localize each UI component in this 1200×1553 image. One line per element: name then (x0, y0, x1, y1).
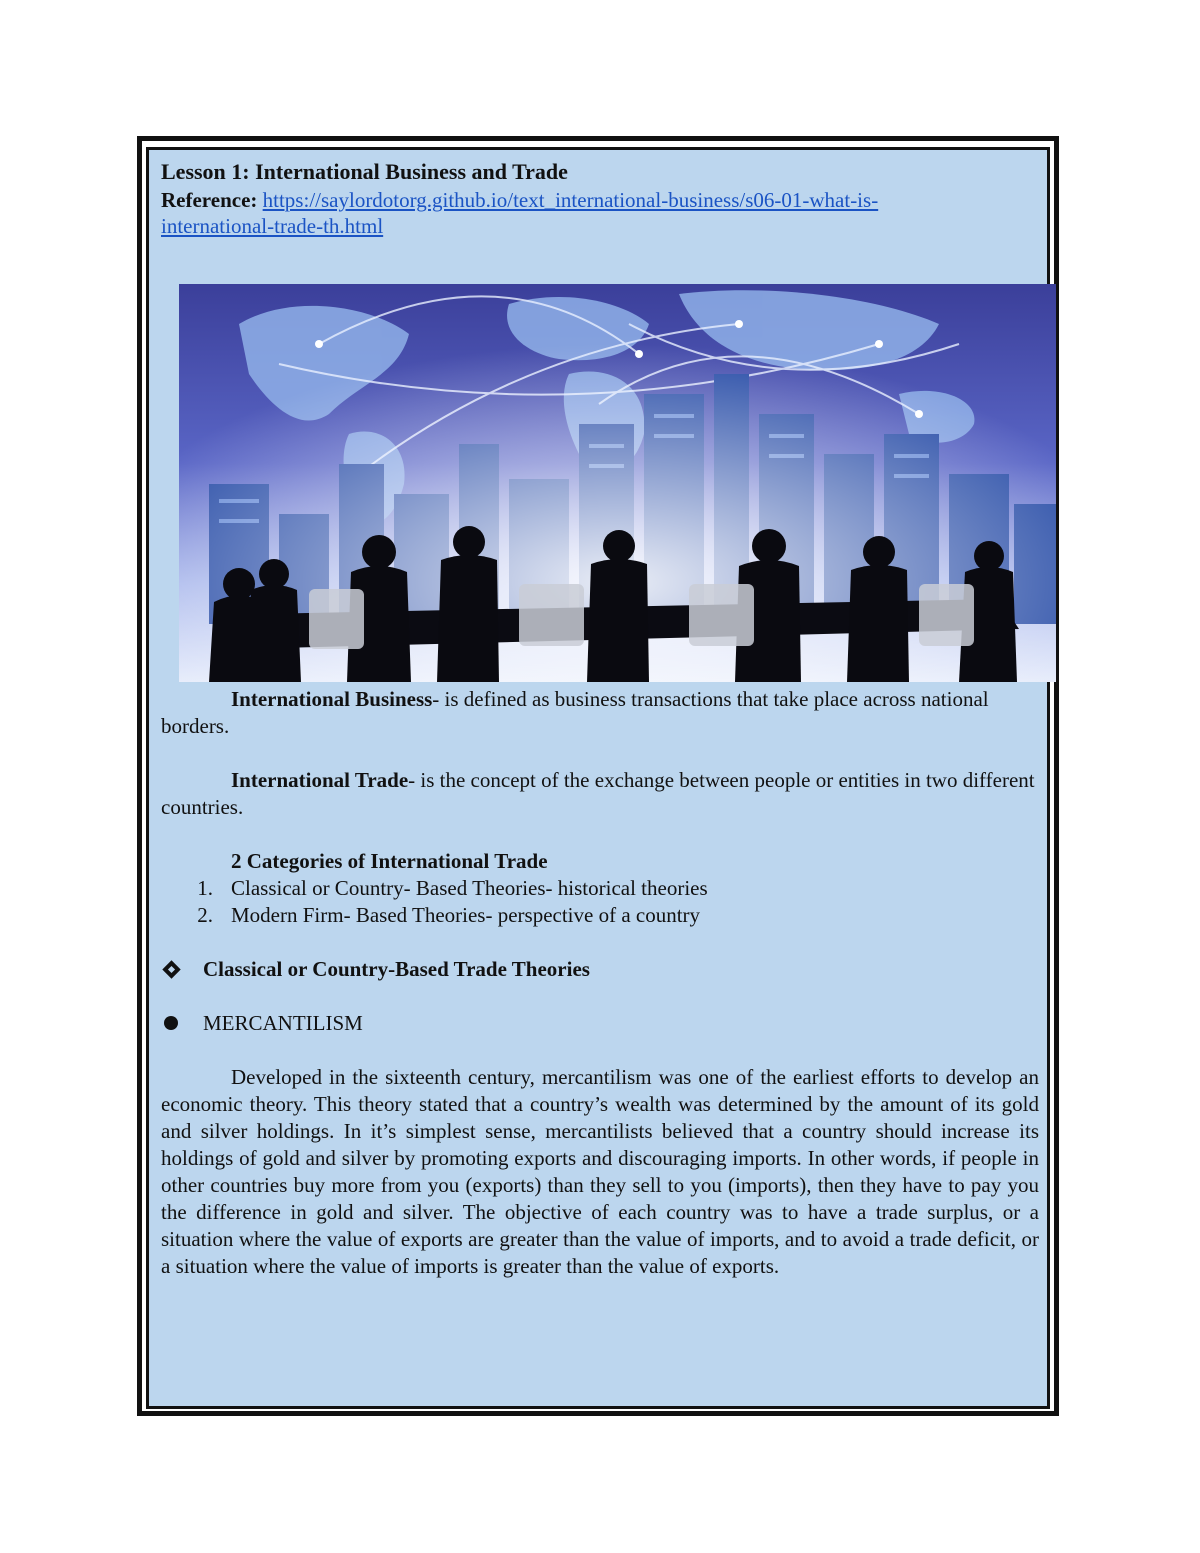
lesson-title: Lesson 1: International Business and Trade (161, 159, 568, 184)
reference-label: Reference: (161, 188, 258, 212)
list-item: 2. Modern Firm- Based Theories- perspective of a country (197, 903, 701, 927)
reference-link[interactable]: https://saylordotorg.github.io/text_international-business/s06-01-what-is- international-trade-th.html (161, 188, 879, 238)
section-heading-classical: Classical or Country-Based Trade Theories (161, 956, 1039, 983)
reference-line (161, 187, 1039, 239)
categories-list (161, 875, 1039, 929)
definition-international-business: International Business- is defined as business transactions that take place across national borders. (161, 687, 989, 738)
mercantilism-paragraph: Developed in the sixteenth century, mercantilism was one of the earliest efforts to develop an economic theory. This theory stated that a country’s wealth was determined by the amount of its gold and silver holdings. In it’s simplest sense, mercantilists believed that a country should increase its holdings of gold and silver by promoting exports and discouraging imports. In other words, if people in other countries buy more from you (exports) than they sell to you (imports), then they have to pay you the difference in gold and silver. The objective of each country was to have a trade surplus, or a situation where the value of exports are greater than the value of imports, and to avoid a trade deficit, or a situation where the value of imports is greater than the value of exports. (161, 1065, 1039, 1278)
diamond-bullet-icon (162, 960, 180, 978)
business-meeting-city-world-map-image (179, 284, 1056, 682)
list-item: 1. Classical or Country- Based Theories- historical theories (197, 876, 708, 900)
lesson-body (161, 686, 1039, 1280)
round-bullet-icon (164, 1016, 178, 1030)
categories-heading: 2 Categories of International Trade (231, 849, 548, 873)
definition-international-trade: International Trade- is the concept of the exchange between people or entities in two different countries. (161, 768, 1035, 819)
lesson-header (161, 157, 1039, 239)
subsection-heading-mercantilism: MERCANTILISM (161, 1010, 1039, 1037)
hero-image (179, 284, 1056, 682)
